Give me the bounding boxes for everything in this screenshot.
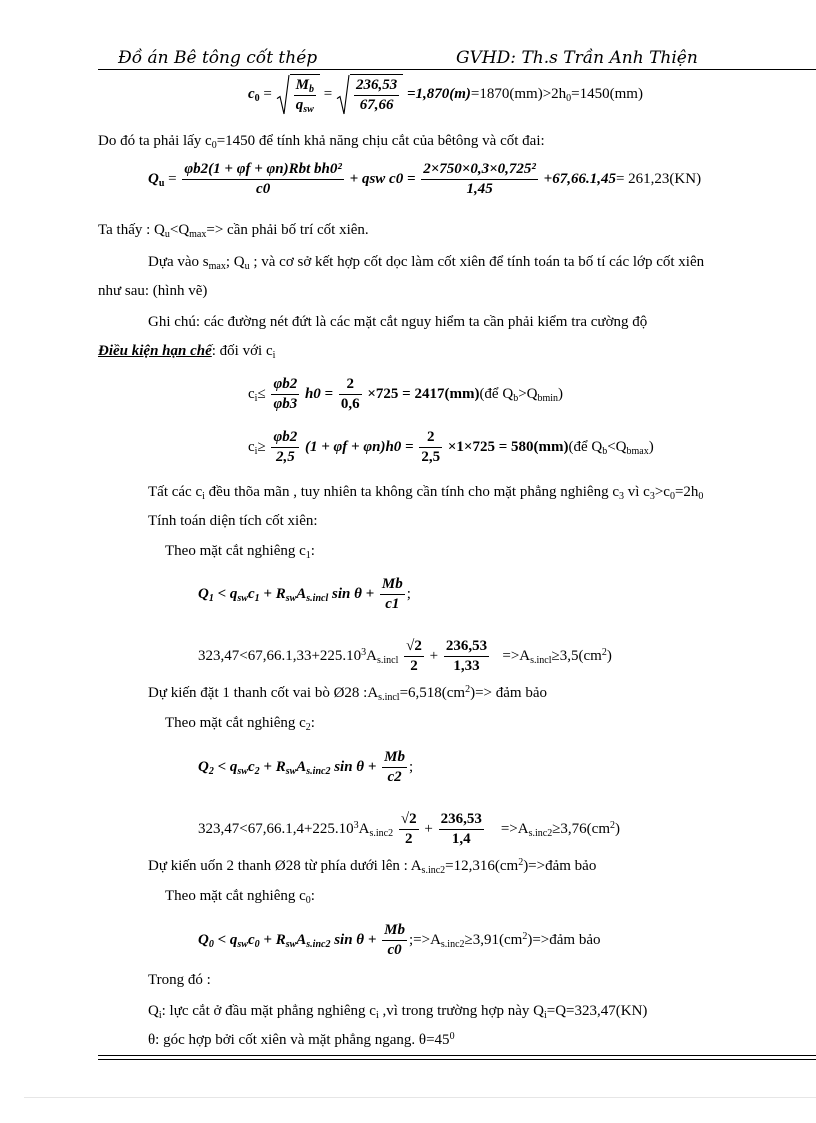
sqrt-numeric: $\frac{236,53}{67,66}$ <box>336 74 403 115</box>
equation-qu: $Q_u$ = $\frac{\text{φb2(1 + φf + φn)Rbt bh0²}}{c0}$ + qsw c0 = $\frac{\text{2×750×0,3×0,725²}}{1,45}$ +67,66.1,45= 261,23(KN) <box>148 161 702 197</box>
section-title-c1: Theo mặt cắt nghiêng $c_1$: <box>165 543 315 561</box>
fraction-qu-symbolic: $\frac{\text{φb2(1 + φf + φn)Rbt bh0²}}{c0}$ <box>184 161 342 197</box>
paragraph-layout-2: như sau: (hình vẽ) <box>98 283 208 299</box>
paragraph-area-calc: Tính toán diện tích cốt xiên: <box>148 513 318 529</box>
paragraph-c0-choice: Do đó ta phải lấy $c_0=1450$ để tính khả năng chịu cắt của bêtông và cốt đai: <box>98 133 545 151</box>
numeric-c1: $323,47<67,66.1,33+225.10^3A_{s.incl}$ $\frac{√2}{2}$ + $\frac{236,53}{1,33}$ $=>A_{s.incl}\ge 3,5(cm^2)$ <box>198 638 612 674</box>
fraction-qu-numeric: $\frac{\text{2×750×0,3×0,725²}}{1,45}$ <box>423 161 536 197</box>
header-course-title: Đồ án Bê tông cốt thép <box>118 48 318 68</box>
page-edge-line <box>24 1097 816 1098</box>
paragraph-qu-check: Ta thấy : $Q_u<Q_{max}=>$ cần phải bố trí cốt xiên. <box>98 222 369 240</box>
equation-c0: $c_0$ = $\frac{M_b}{q_{sw}}$ = $\frac{236,53}{67,66}$ $=1,870(m)=1870(mm)>2h_0=1450(mm)$ <box>248 74 643 115</box>
footer-rule-top <box>98 1055 816 1056</box>
header-rule <box>98 69 816 70</box>
equation-cond-lower: $c_i\ge$ $\frac{\varphi b2}{2,5}$ (1 + φf + φn)h0 = $\frac{2}{2,5}$ ×1×725 = 580(mm)(để $Q_b<Q_{bmax}$) <box>248 429 654 465</box>
sqrt-symbolic: $\frac{M_b}{q_{sw}}$ <box>276 74 320 115</box>
inequality-c0: $Q_0 < q_{sw}c_0 + R_{sw}A_{s.inc2}$ sin θ + $\frac{Mb}{c0}$ $;=>A_{s.inc2}\ge 3,91(cm^2)=>đảm$ bảo <box>198 922 601 958</box>
paragraph-constraint: Điều kiện hạn chế: đối với $c_i$ <box>98 343 276 361</box>
footer-rule-bottom <box>98 1059 816 1060</box>
paragraph-bar2: Dự kiến uốn 2 thanh Ø28 từ phía dưới lên : $A_{s.inc2}=12,316(cm^2)=>đảm$ bảo <box>148 857 597 876</box>
section-title-c2: Theo mặt cắt nghiêng $c_2$: <box>165 715 315 733</box>
section-title-c0: Theo mặt cắt nghiêng $c_0$: <box>165 888 315 906</box>
paragraph-qi-def: $Q_i$: lực cắt ở đầu mặt phẳng nghiêng $c_i$ ,vì trong trường hợp này $Q_i=Q=323,47(KN)$ <box>148 1003 648 1021</box>
paragraph-where: Trong đó : <box>148 972 211 988</box>
numeric-c2: $323,47<67,66.1,4+225.10^3A_{s.inc2}$ $\frac{√2}{2}$ + $\frac{236,53}{1,4}$ $=>A_{s.inc2}\ge 3,76(cm^2)$ <box>198 811 621 847</box>
header-instructor: GVHD: Th.s Trần Anh Thiện <box>456 48 698 68</box>
paragraph-note: Ghi chú: các đường nét đứt là các mặt cắt nguy hiểm ta cần phải kiểm tra cường độ <box>148 314 648 330</box>
inequality-c1: $Q_1 < q_{sw}c_1 + R_{sw}A_{s.incl}$ sin θ + $\frac{Mb}{c1}$ ; <box>198 576 411 612</box>
paragraph-theta-def: θ: góc hợp bởi cốt xiên và mặt phẳng ngang. $\theta=45^0$ <box>148 1031 455 1048</box>
paragraph-layout-1: Dựa vào $s_{max}$; $Q_u$ ; và cơ sở kết hợp cốt dọc làm cốt xiên để tính toán ta bố tí các lớp cốt xiên <box>148 254 705 272</box>
page-header <box>98 48 710 70</box>
equation-cond-upper: $c_i\le$ $\frac{\varphi b2}{\varphi b3}$ h0 = $\frac{2}{0,6}$ ×725 = 2417(mm)(để $Q_b>Q_{bmin}$) <box>248 376 564 412</box>
inequality-c2: $Q_2 < q_{sw}c_2 + R_{sw}A_{s.inc2}$ sin θ + $\frac{Mb}{c2}$ ; <box>198 749 414 785</box>
paragraph-all-ci: Tất các $c_i$ đều thõa mãn , tuy nhiên ta không cần tính cho mặt phẳng nghiêng $c_3$ vì $c_3>c_0=2h_0$ <box>148 484 704 502</box>
paragraph-bar1: Dự kiến đặt 1 thanh cốt vai bò Ø28 $:A_{s.incl}=6,518(cm^2)=>$ đảm bảo <box>148 684 547 703</box>
